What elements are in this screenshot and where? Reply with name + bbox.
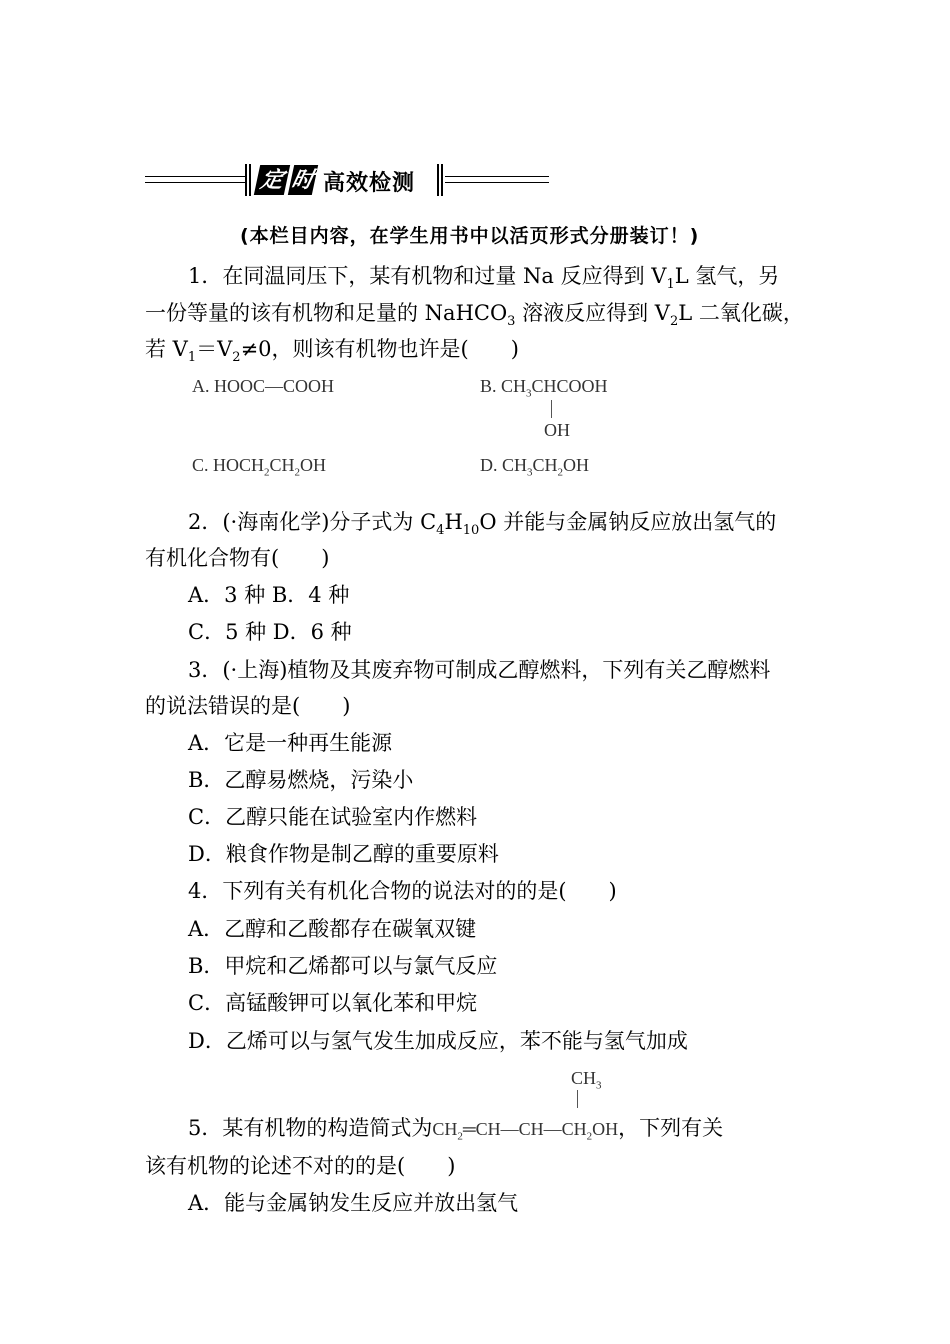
q1-option-b: B. $CH_3CHCOOH$ bbox=[480, 376, 608, 400]
q4-option-d: D．乙烯可以与氢气发生加成反应，苯不能与氢气加成 bbox=[188, 1029, 688, 1053]
q3-option-c: C．乙醇只能在试验室内作燃料 bbox=[188, 805, 478, 829]
banner-rule-left-bottom bbox=[145, 182, 245, 183]
q3-option-d: D．粮食作物是制乙醇的重要原料 bbox=[188, 842, 499, 866]
q1-option-a: A. HOOC—COOH bbox=[192, 376, 335, 396]
q5-branch-bond bbox=[577, 1090, 578, 1108]
q3-option-b: B．乙醇易燃烧，污染小 bbox=[188, 768, 414, 792]
q3-line-2: 的说法错误的是( ) bbox=[145, 694, 351, 718]
q4-option-b: B．甲烷和乙烯都可以与氯气反应 bbox=[188, 954, 498, 978]
q1-line-1: 1．在同温同压下，某有机物和过量 Na 反应得到 $V_1L$ 氢气，另 bbox=[188, 264, 780, 293]
banner-rule-right-bottom bbox=[445, 182, 549, 183]
banner-rule-left-top bbox=[145, 176, 245, 177]
q2-line-1: 2．(·海南化学)分子式为 $C_4H_{10}O$ 并能与金属钠反应放出氢气的 bbox=[188, 510, 777, 539]
banner-title: 高效检测 bbox=[323, 171, 416, 196]
q1-option-b-bond bbox=[551, 400, 552, 418]
section-banner bbox=[145, 160, 550, 200]
q3-option-a: A．它是一种再生能源 bbox=[188, 731, 393, 755]
q2-options-ab: A．3 种 B．4 种 bbox=[188, 583, 350, 607]
banner-bracket-left bbox=[245, 164, 251, 196]
q1-option-d: D. $CH_3CH_2OH$ bbox=[480, 455, 590, 479]
q4-option-a: A．乙醇和乙酸都存在碳氧双键 bbox=[188, 917, 477, 941]
q5-line-2: 该有机物的论述不对的的是( ) bbox=[145, 1154, 456, 1178]
q5-structure-formula: $CH_2═CH—CH—CH_2OH$ bbox=[432, 1119, 619, 1143]
q4-line-1: 4．下列有关有机化合物的说法对的的是( ) bbox=[188, 879, 617, 903]
q1-option-c: C. $HOCH_2CH_2OH$ bbox=[192, 455, 327, 479]
q3-line-1: 3．(·上海)植物及其废弃物可制成乙醇燃料，下列有关乙醇燃料 bbox=[188, 658, 771, 682]
banner-rule-right-top bbox=[445, 176, 549, 177]
banner-badge-2: 时 bbox=[289, 167, 317, 193]
binding-note: (本栏目内容，在学生用书中以活页形式分册装订！) bbox=[240, 225, 700, 247]
q5-branch-methyl: $CH_3$ bbox=[571, 1068, 602, 1092]
q1-option-b-oh: OH bbox=[544, 420, 570, 440]
q5-line-1: 5．某有机物的构造简式为$CH_2═CH—CH—CH_2OH$，下列有关 bbox=[188, 1116, 724, 1143]
q2-line-2: 有机化合物有( ) bbox=[145, 546, 330, 570]
q1-line-3: 若 $V_1=V_2\ne 0$，则该有机物也许是( ) bbox=[145, 337, 519, 366]
q2-options-cd: C．5 种 D．6 种 bbox=[188, 620, 352, 644]
q5-option-a: A．能与金属钠发生反应并放出氢气 bbox=[188, 1191, 519, 1215]
q4-option-c: C．高锰酸钾可以氧化苯和甲烷 bbox=[188, 991, 478, 1015]
banner-badge-1: 定 bbox=[254, 165, 290, 195]
q1-line-2: 一份等量的该有机物和足量的 NaHCO$_3$ 溶液反应得到 $V_2L$ 二氧化碳， bbox=[145, 301, 804, 330]
banner-bracket-right bbox=[437, 164, 443, 196]
